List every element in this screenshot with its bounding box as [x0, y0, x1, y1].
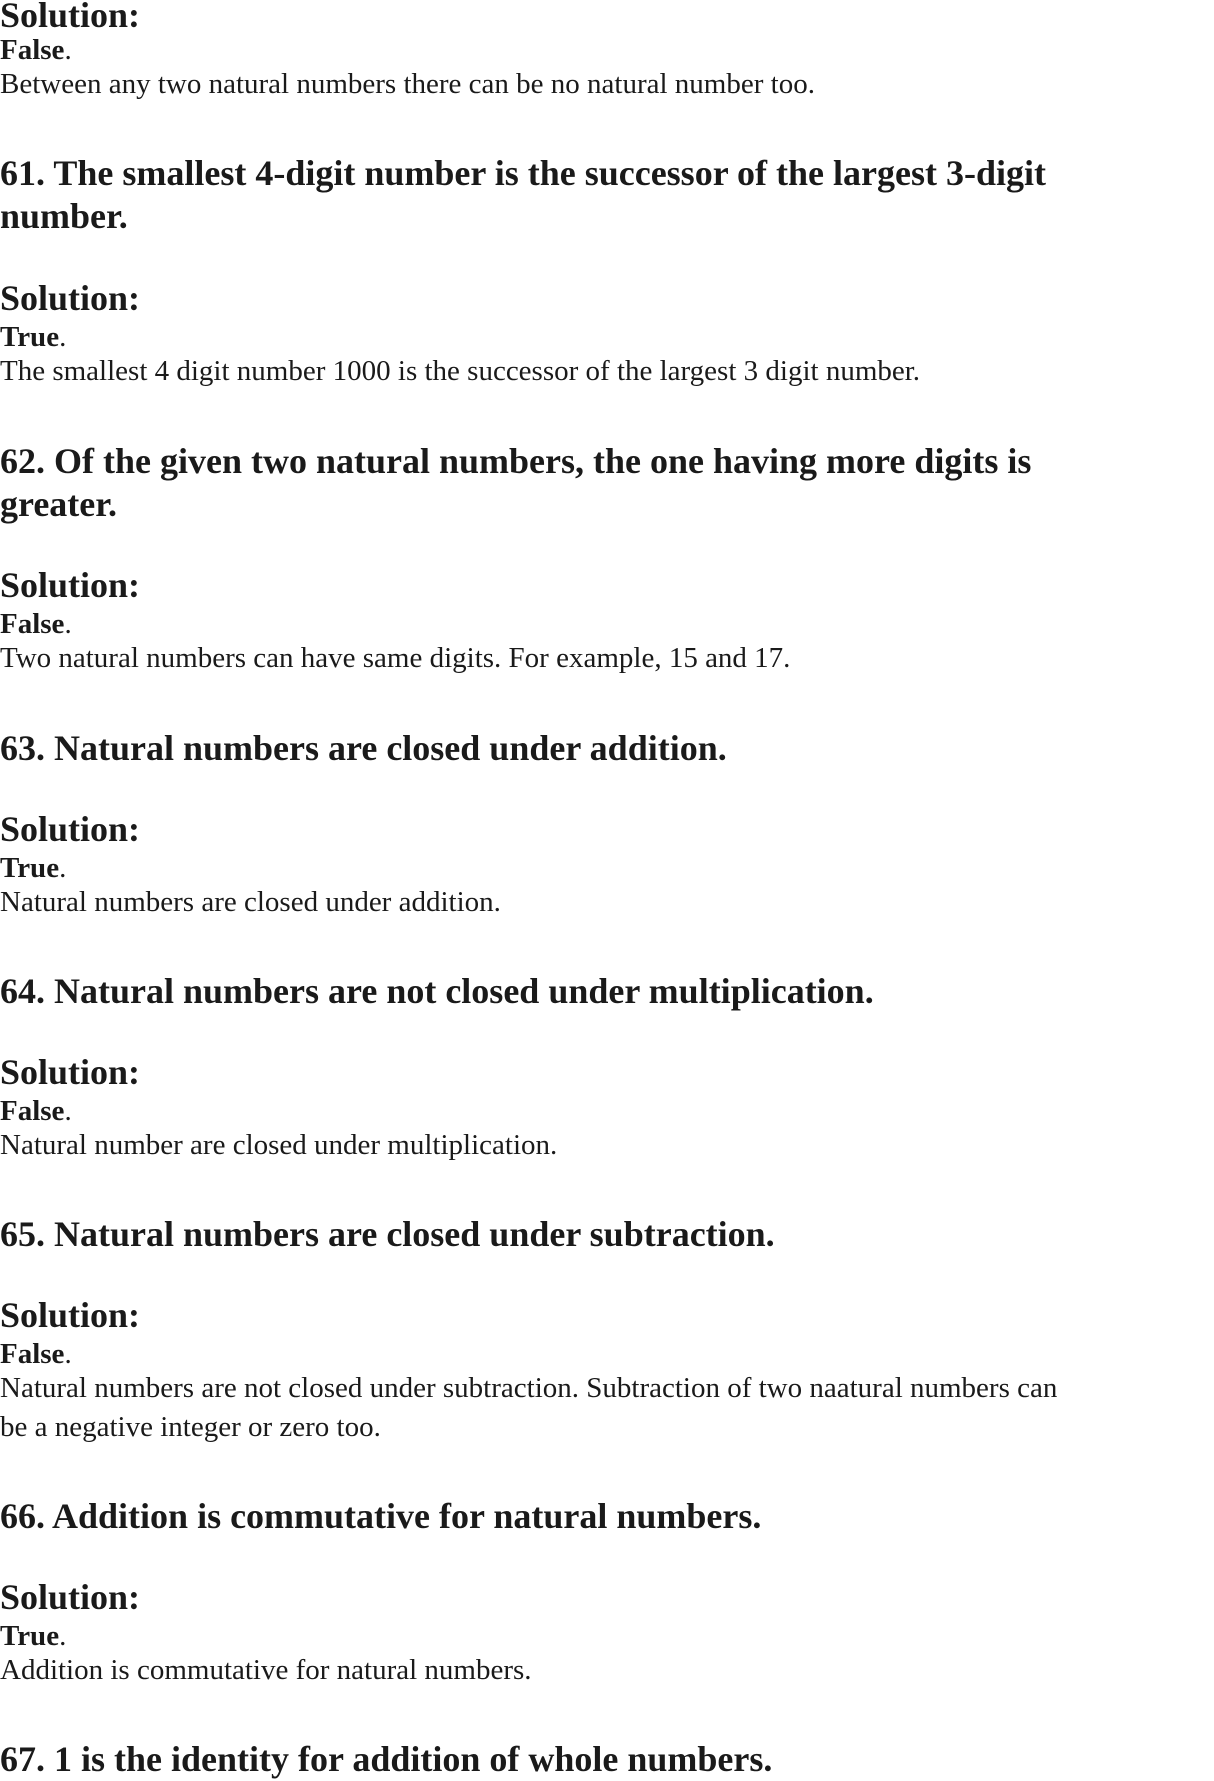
solution-verdict: False.: [0, 1338, 72, 1370]
solution-explanation: Natural numbers are closed under addition.: [0, 886, 501, 918]
solution-explanation: The smallest 4 digit number 1000 is the successor of the largest 3 digit number.: [0, 355, 921, 387]
question-63: 63. Natural numbers are closed under addition.: [0, 728, 727, 768]
solution-verdict: False.: [0, 34, 72, 66]
question-61: 61. The smallest 4-digit number is the successor of the largest 3-digit: [0, 153, 1046, 193]
solution-explanation: Addition is commutative for natural numbers.: [0, 1654, 532, 1686]
solution-heading: Solution:: [0, 1577, 141, 1617]
solution-explanation: Two natural numbers can have same digits. For example, 15 and 17.: [0, 642, 791, 674]
question-62: 62. Of the given two natural numbers, the one having more digits is: [0, 441, 1032, 481]
solution-verdict: True.: [0, 321, 67, 353]
solution-explanation: Natural numbers are not closed under subtraction. Subtraction of two naatural numbers can: [0, 1372, 1058, 1404]
solution-heading: Solution:: [0, 1295, 141, 1335]
question-62-line2: greater.: [0, 484, 117, 524]
solution-verdict: True.: [0, 1620, 67, 1652]
solution-verdict: False.: [0, 1095, 72, 1127]
solution-explanation-line2: be a negative integer or zero too.: [0, 1411, 381, 1443]
solution-heading: Solution:: [0, 565, 141, 605]
solution-explanation: Natural number are closed under multiplication.: [0, 1129, 558, 1161]
solution-explanation: Between any two natural numbers there can be no natural number too.: [0, 68, 815, 100]
solution-heading: Solution:: [0, 1052, 141, 1092]
solution-verdict: True.: [0, 852, 67, 884]
question-67: 67. 1 is the identity for addition of whole numbers.: [0, 1739, 773, 1779]
solution-verdict: False.: [0, 608, 72, 640]
question-66: 66. Addition is commutative for natural numbers.: [0, 1496, 762, 1536]
question-64: 64. Natural numbers are not closed under multiplication.: [0, 971, 874, 1011]
solution-heading: Solution:: [0, 0, 141, 35]
question-61-line2: number.: [0, 196, 128, 236]
question-65: 65. Natural numbers are closed under subtraction.: [0, 1214, 775, 1254]
solution-heading: Solution:: [0, 278, 141, 318]
solution-heading: Solution:: [0, 809, 141, 849]
